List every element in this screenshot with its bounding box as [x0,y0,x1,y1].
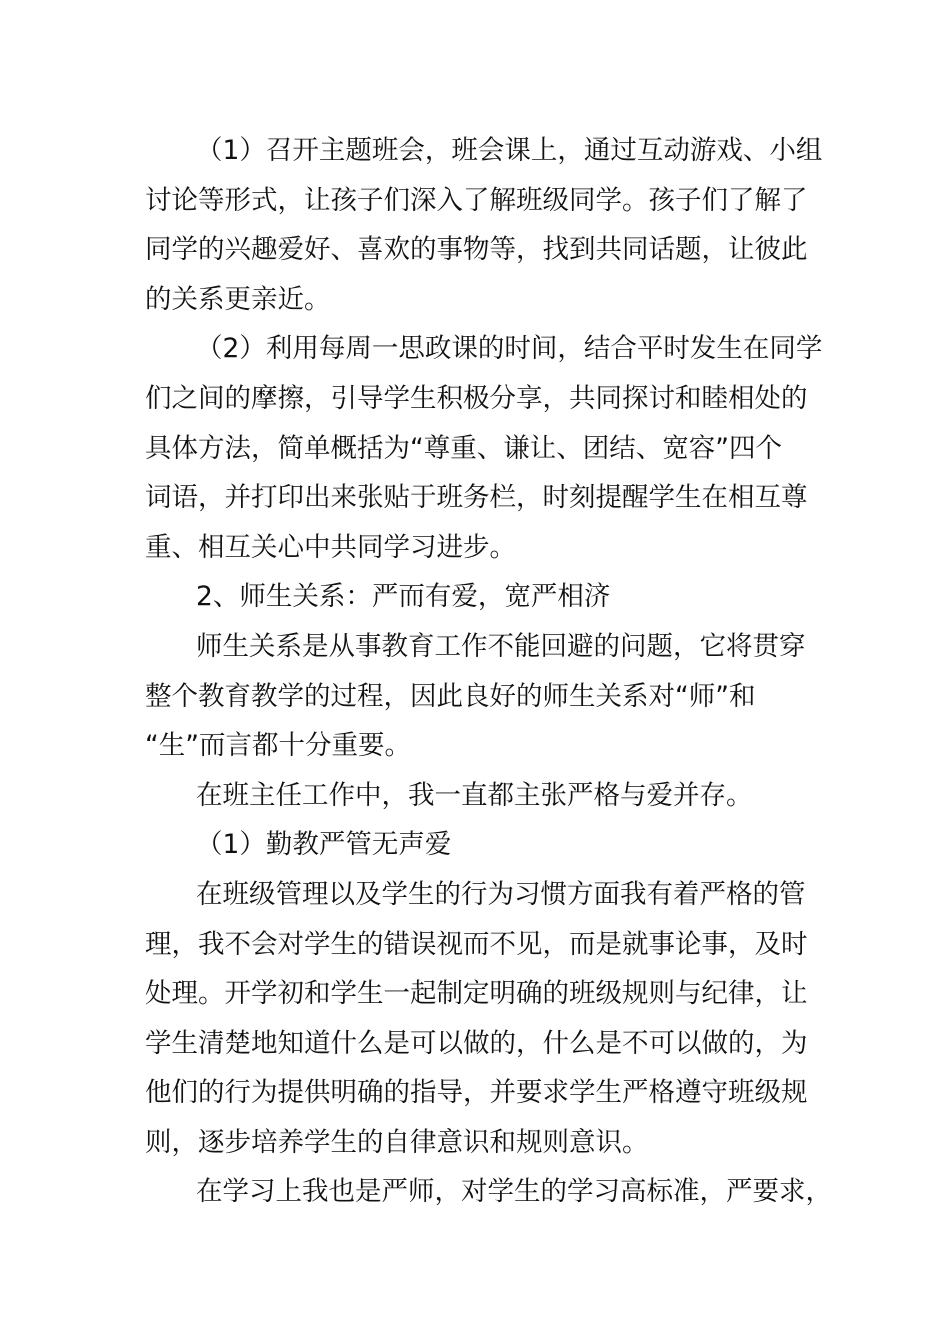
paragraph-strict-and-love [145,771,825,821]
text-line: 整个教育教学的过程，因此良好的师生关系对“师”和 [145,680,756,712]
text-line: 处理。开学初和学生一起制定明确的班级规则与纪律，让 [145,978,808,1010]
text-line: 他们的行为提供明确的指导，并要求学生严格遵守班级规 [145,1077,808,1109]
subheading-diligent-teaching [145,820,825,870]
text-line: （1）勤教严管无声爱 [196,829,452,861]
text-line: 在班级管理以及学生的行为习惯方面我有着严格的管 [196,878,806,910]
text-line: 学生清楚地知道什么是可以做的，什么是不可以做的，为 [145,1027,808,1059]
section-heading-teacher-student [145,572,825,622]
text-line: 师生关系是从事教育工作不能回避的问题，它将贯穿 [196,630,806,662]
paragraph-class-management [145,870,825,1168]
text-line: 在学习上我也是严师，对学生的学习高标准，严要求， [196,1176,832,1208]
paragraph-class-meeting [145,126,825,324]
text-line: 们之间的摩擦，引导学生积极分享，共同探讨和睦相处的 [145,382,808,414]
text-line: 理，我不会对学生的错误视而不见，而是就事论事，及时 [145,928,808,960]
text-line: 的关系更亲近。 [145,283,331,315]
text-line: 重、相互关心中共同学习进步。 [145,531,516,563]
text-line: 在班主任工作中，我一直都主张严格与爱并存。 [196,779,753,811]
paragraph-ideology-class [145,324,825,572]
text-line: 具体方法，简单概括为“尊重、谦让、团结、宽容”四个 [145,432,782,464]
document-body [145,126,832,1217]
text-line: 则，逐步培养学生的自律意识和规则意识。 [145,1126,649,1158]
text-line: 讨论等形式，让孩子们深入了解班级同学。孩子们了解了 [145,184,808,216]
paragraph-teacher-student-relationship [145,622,825,771]
text-line: （1）召开主题班会，班会课上，通过互动游戏、小组 [196,135,823,166]
text-line: 2、师生关系：严而有爱，宽严相济 [196,581,611,613]
text-line: （2）利用每周一思政课的时间，结合平时发生在同学 [196,333,823,365]
text-line: 同学的兴趣爱好、喜欢的事物等，找到共同话题，让彼此 [145,234,808,266]
text-line: “生”而言都十分重要。 [145,730,411,762]
text-line: 词语，并打印出来张贴于班务栏，时刻提醒学生在相互尊 [145,482,808,514]
paragraph-strict-in-study [145,1167,832,1217]
